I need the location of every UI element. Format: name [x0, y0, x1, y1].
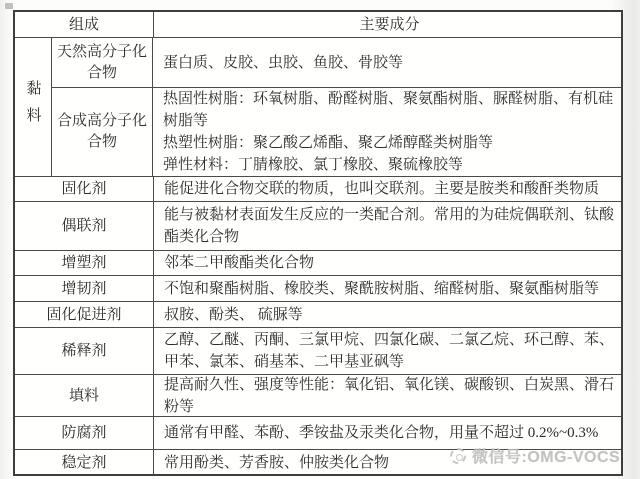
table-row [15, 176, 621, 201]
content-line: 蛋白质、皮胶、虫胶、鱼胶、骨胶等 [163, 54, 404, 71]
row-label: 稳定剂 [15, 450, 154, 475]
table-row [15, 301, 621, 327]
header-main-components: 主要成分 [359, 16, 420, 33]
binder-group-row [15, 37, 621, 176]
table-row [15, 250, 621, 275]
row-label: 偶联剂 [15, 202, 154, 250]
row-content: 叔胺、酚类、 硫脲等 [164, 306, 303, 323]
table-row [15, 275, 621, 301]
row-content [153, 38, 621, 87]
row-content: 能与被黏材表面发生反应的一类配合剂。常用的为硅烷偶联剂、钛酸酯类化合物 [164, 207, 615, 245]
row-label: 固化促进剂 [15, 302, 154, 327]
binder-subrows [52, 38, 621, 176]
table-header-row [15, 12, 621, 37]
row-label: 固化剂 [15, 177, 154, 201]
row-content: 不饱和聚酯树脂、橡胶类、聚酰胺树脂、缩醛树脂、聚氨酯树脂等 [164, 280, 600, 297]
table-row [15, 327, 621, 374]
wechat-logo-icon [450, 448, 466, 464]
row-content: 邻苯二甲酸酯类化合物 [164, 255, 315, 271]
table-row [52, 87, 621, 176]
row-label: 稀释剂 [15, 328, 154, 374]
row-content: 乙醇、乙醚、丙酮、三氯甲烷、四氯化碳、二氯乙烷、环己醇、苯、甲苯、氯苯、硝基苯、二甲基亚砜等 [164, 332, 615, 370]
row-content: 通常有甲醛、苯酚、季铵盐及汞类化合物，用量不超过 0.2%~0.3% [164, 425, 599, 441]
content-line: 弹性材料：丁腈橡胶、氯丁橡胶、聚硫橡胶等 [163, 157, 464, 173]
scan-artifact [5, 3, 13, 9]
table-row [52, 38, 621, 87]
row-label: 增韧剂 [15, 276, 154, 301]
content-line: 热固性树脂：环氧树脂、酚醛树脂、聚氨酯树脂、脲醛树脂、有机硅树脂等 [163, 91, 614, 129]
row-label: 填料 [15, 375, 154, 416]
binder-label-cell [15, 38, 52, 176]
content-line: 热塑性树脂：聚乙酸乙烯酯、聚乙烯醇醛类树脂等 [163, 135, 494, 151]
watermark-text: 微信号:OMG-VOCS [472, 449, 621, 466]
binder-label: 黏料 [24, 80, 41, 134]
header-composition: 组成 [15, 12, 154, 37]
row-label: 增塑剂 [15, 251, 154, 275]
row-content: 能促进化合物交联的物质，也叫交联剂。主要是胺类和酸酐类物质 [164, 181, 600, 197]
watermark [450, 444, 620, 467]
row-label: 合成高分子化合物 [52, 88, 153, 176]
table-row [15, 201, 621, 250]
row-label: 天然高分子化合物 [52, 38, 153, 87]
composition-table [13, 10, 623, 476]
row-content: 提高耐久性、强度等性能：氧化铝、氧化镁、碳酸钡、白炭黑、滑石粉等 [164, 376, 615, 415]
row-content: 常用酚类、芳香胺、仲胺类化合物 [164, 454, 390, 471]
row-content [153, 88, 621, 176]
table-row [15, 374, 621, 416]
row-label: 防腐剂 [15, 417, 154, 449]
